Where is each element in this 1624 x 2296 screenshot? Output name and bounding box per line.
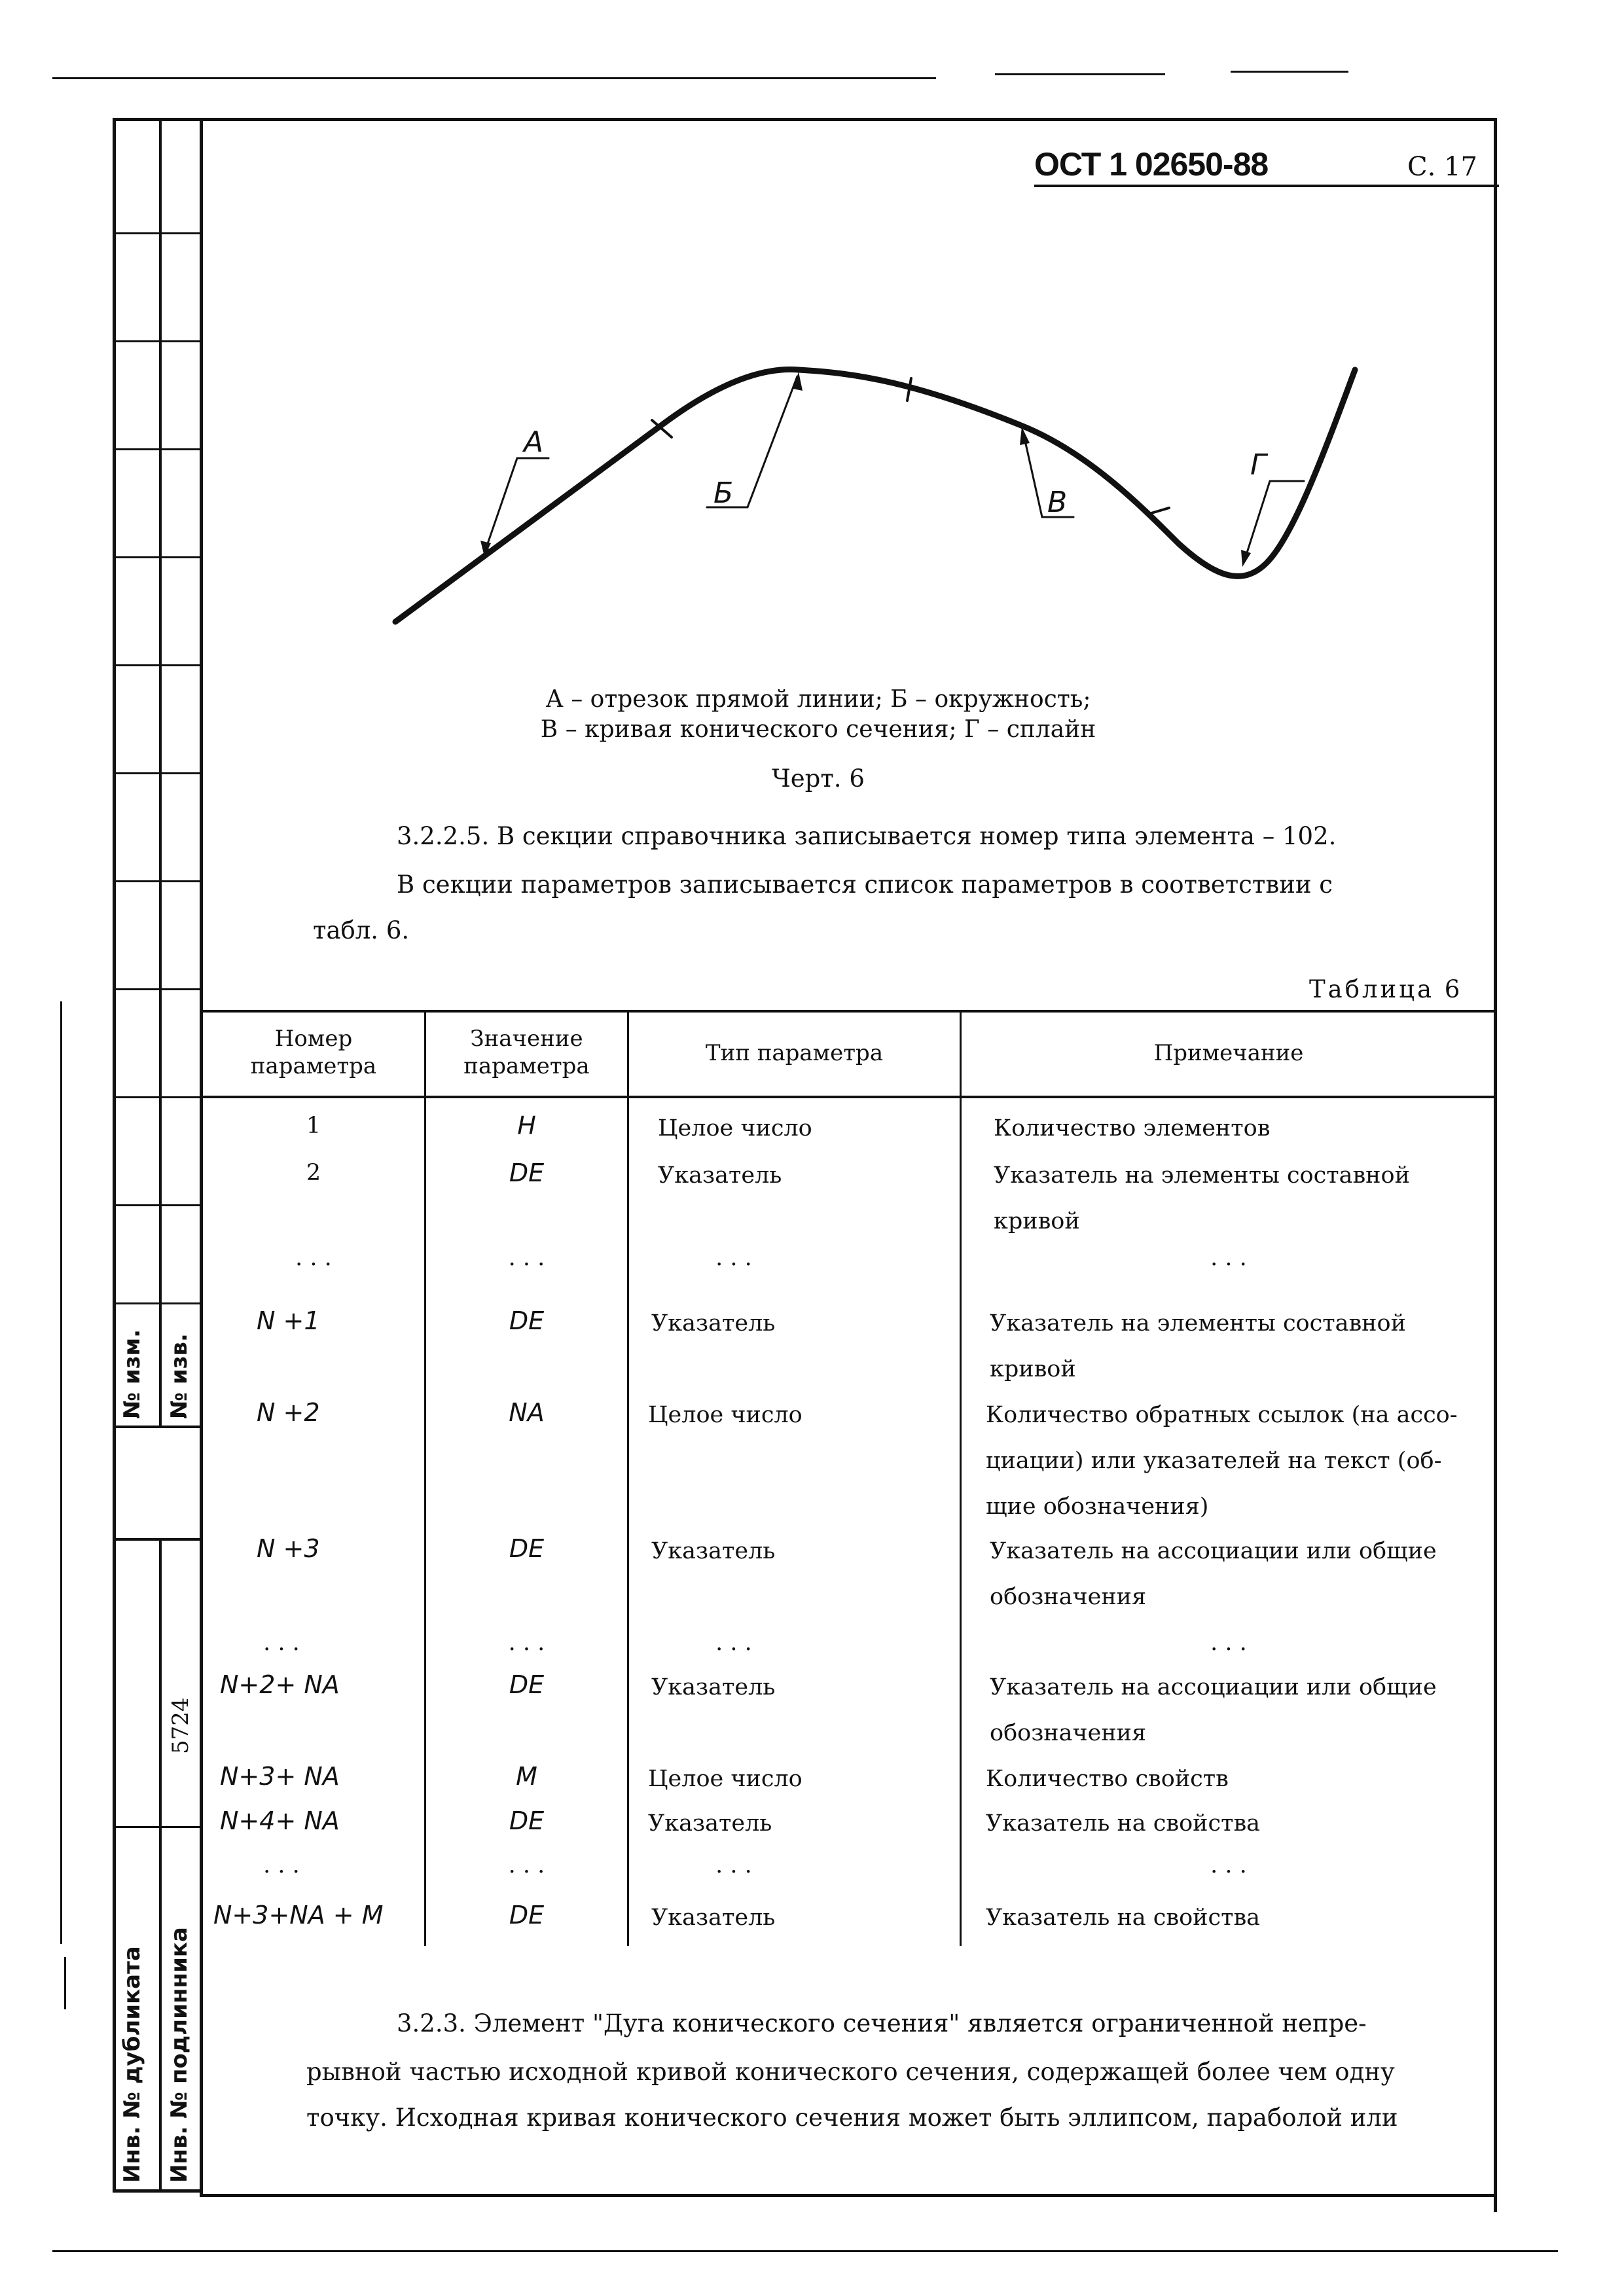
figure-caption-line2: В – кривая конического сечения; Г – сплайн bbox=[540, 716, 1096, 743]
table-cell: N +3 bbox=[257, 1534, 320, 1563]
table-cell: Целое число bbox=[648, 1766, 803, 1792]
label-a: А bbox=[524, 425, 544, 459]
table-cell: Указатель на элементы составной bbox=[990, 1310, 1406, 1336]
table-cell: 1 bbox=[306, 1113, 321, 1139]
table-cell: N+3+ NA bbox=[220, 1762, 340, 1791]
doc-code: ОСТ 1 02650-88 bbox=[1034, 146, 1269, 183]
table-cell: 2 bbox=[306, 1160, 321, 1186]
table-cell: . . . bbox=[715, 1245, 752, 1271]
table-cell: N+3+NA + M bbox=[213, 1901, 384, 1929]
table-cell: Указатель на элементы составной bbox=[994, 1162, 1410, 1189]
section-3-2-3: 3.2.3. Элемент "Дуга конического сечения" является ограниченной непре- bbox=[397, 2009, 1367, 2037]
table-cell: N +2 bbox=[257, 1398, 320, 1427]
table-cell: . . . bbox=[715, 1852, 752, 1878]
paragraph-line: рывной частью исходной кривой конического сечения, содержащей более чем одну bbox=[306, 2058, 1395, 2086]
label-g: Г bbox=[1250, 448, 1267, 482]
table-cell: Количество элементов bbox=[994, 1115, 1271, 1141]
table-cell: NA bbox=[509, 1398, 545, 1427]
table-cell: . . . bbox=[715, 1630, 752, 1656]
table-cell: DE bbox=[509, 1534, 545, 1563]
table-cell: . . . bbox=[508, 1245, 545, 1271]
th-param-type: Тип параметра bbox=[705, 1040, 884, 1066]
paragraph-line: В секции параметров записывается список параметров в соответствии с bbox=[397, 870, 1333, 899]
th-note: Примечание bbox=[1153, 1040, 1304, 1066]
table-cell: DE bbox=[509, 1306, 545, 1335]
figure-chert-6 bbox=[0, 0, 1624, 720]
table-cell: . . . bbox=[508, 1852, 545, 1878]
label-b: Б bbox=[713, 476, 734, 510]
table-cell: Указатель bbox=[648, 1810, 772, 1837]
margin-podl: Инв. № подлинника bbox=[166, 1927, 192, 2183]
table-cell: циации) или указателей на текст (об- bbox=[986, 1448, 1442, 1474]
table-cell: DE bbox=[509, 1670, 545, 1699]
table-cell: Указатель bbox=[658, 1162, 782, 1189]
table-cell: N +1 bbox=[257, 1306, 320, 1335]
section-3-2-2-5: 3.2.2.5. В секции справочника записывается номер типа элемента – 102. bbox=[397, 822, 1337, 850]
table-cell: Указатель bbox=[651, 1310, 776, 1336]
table-cell: N+2+ NA bbox=[220, 1670, 340, 1699]
th-param-value: Значение параметра bbox=[463, 1026, 590, 1079]
table-cell: . . . bbox=[1210, 1630, 1247, 1656]
table-cell: щие обозначения) bbox=[986, 1494, 1209, 1520]
table-cell: DE bbox=[509, 1901, 545, 1929]
page-number: С. 17 bbox=[1407, 152, 1477, 182]
composite-curve bbox=[395, 369, 1355, 622]
table-cell: DE bbox=[509, 1158, 545, 1187]
table-cell: Указатель на свойства bbox=[986, 1905, 1261, 1931]
table-cell: кривой bbox=[994, 1208, 1080, 1234]
margin-izv: № изв. bbox=[166, 1333, 192, 1419]
table-cell: обозначения bbox=[990, 1720, 1147, 1746]
table-cell: M bbox=[516, 1762, 537, 1791]
figure-caption-line1: А – отрезок прямой линии; Б – окружность; bbox=[545, 686, 1091, 713]
label-v: В bbox=[1047, 486, 1068, 519]
table-cell: обозначения bbox=[990, 1584, 1147, 1610]
table-cell: Целое число bbox=[648, 1402, 803, 1428]
table-cell: Указатель на свойства bbox=[986, 1810, 1261, 1837]
table-cell: Указатель на ассоциации или общие bbox=[990, 1674, 1437, 1700]
table-cell: Указатель bbox=[651, 1905, 776, 1931]
margin-dubl: Инв. № дубликата bbox=[119, 1946, 145, 2183]
table-cell: . . . bbox=[1210, 1245, 1247, 1271]
margin-number: 5724 bbox=[168, 1697, 194, 1754]
table-cell: Целое число bbox=[658, 1115, 812, 1141]
table-cell: Количество свойств bbox=[986, 1766, 1229, 1792]
table-title: Таблица 6 bbox=[1309, 975, 1463, 1003]
table-cell: Указатель на ассоциации или общие bbox=[990, 1538, 1437, 1564]
table-cell: Количество обратных ссылок (на ассо- bbox=[986, 1402, 1458, 1428]
table-cell: Указатель bbox=[651, 1538, 776, 1564]
table-cell: . . . bbox=[263, 1630, 300, 1656]
margin-izm: № изм. bbox=[119, 1329, 145, 1419]
table-cell: H bbox=[517, 1111, 536, 1140]
table-cell: . . . bbox=[295, 1245, 332, 1271]
paragraph-line: табл. 6. bbox=[313, 916, 410, 944]
table-cell: DE bbox=[509, 1806, 545, 1835]
table-cell: . . . bbox=[508, 1630, 545, 1656]
figure-title: Черт. 6 bbox=[772, 764, 865, 793]
table-cell: . . . bbox=[1210, 1852, 1247, 1878]
paragraph-line: точку. Исходная кривая конического сечения может быть эллипсом, параболой или bbox=[306, 2104, 1398, 2132]
table-cell: кривой bbox=[990, 1356, 1076, 1382]
table-cell: N+4+ NA bbox=[220, 1806, 340, 1835]
th-param-number: Номер параметра bbox=[250, 1026, 377, 1079]
table-cell: . . . bbox=[263, 1852, 300, 1878]
table-cell: Указатель bbox=[651, 1674, 776, 1700]
